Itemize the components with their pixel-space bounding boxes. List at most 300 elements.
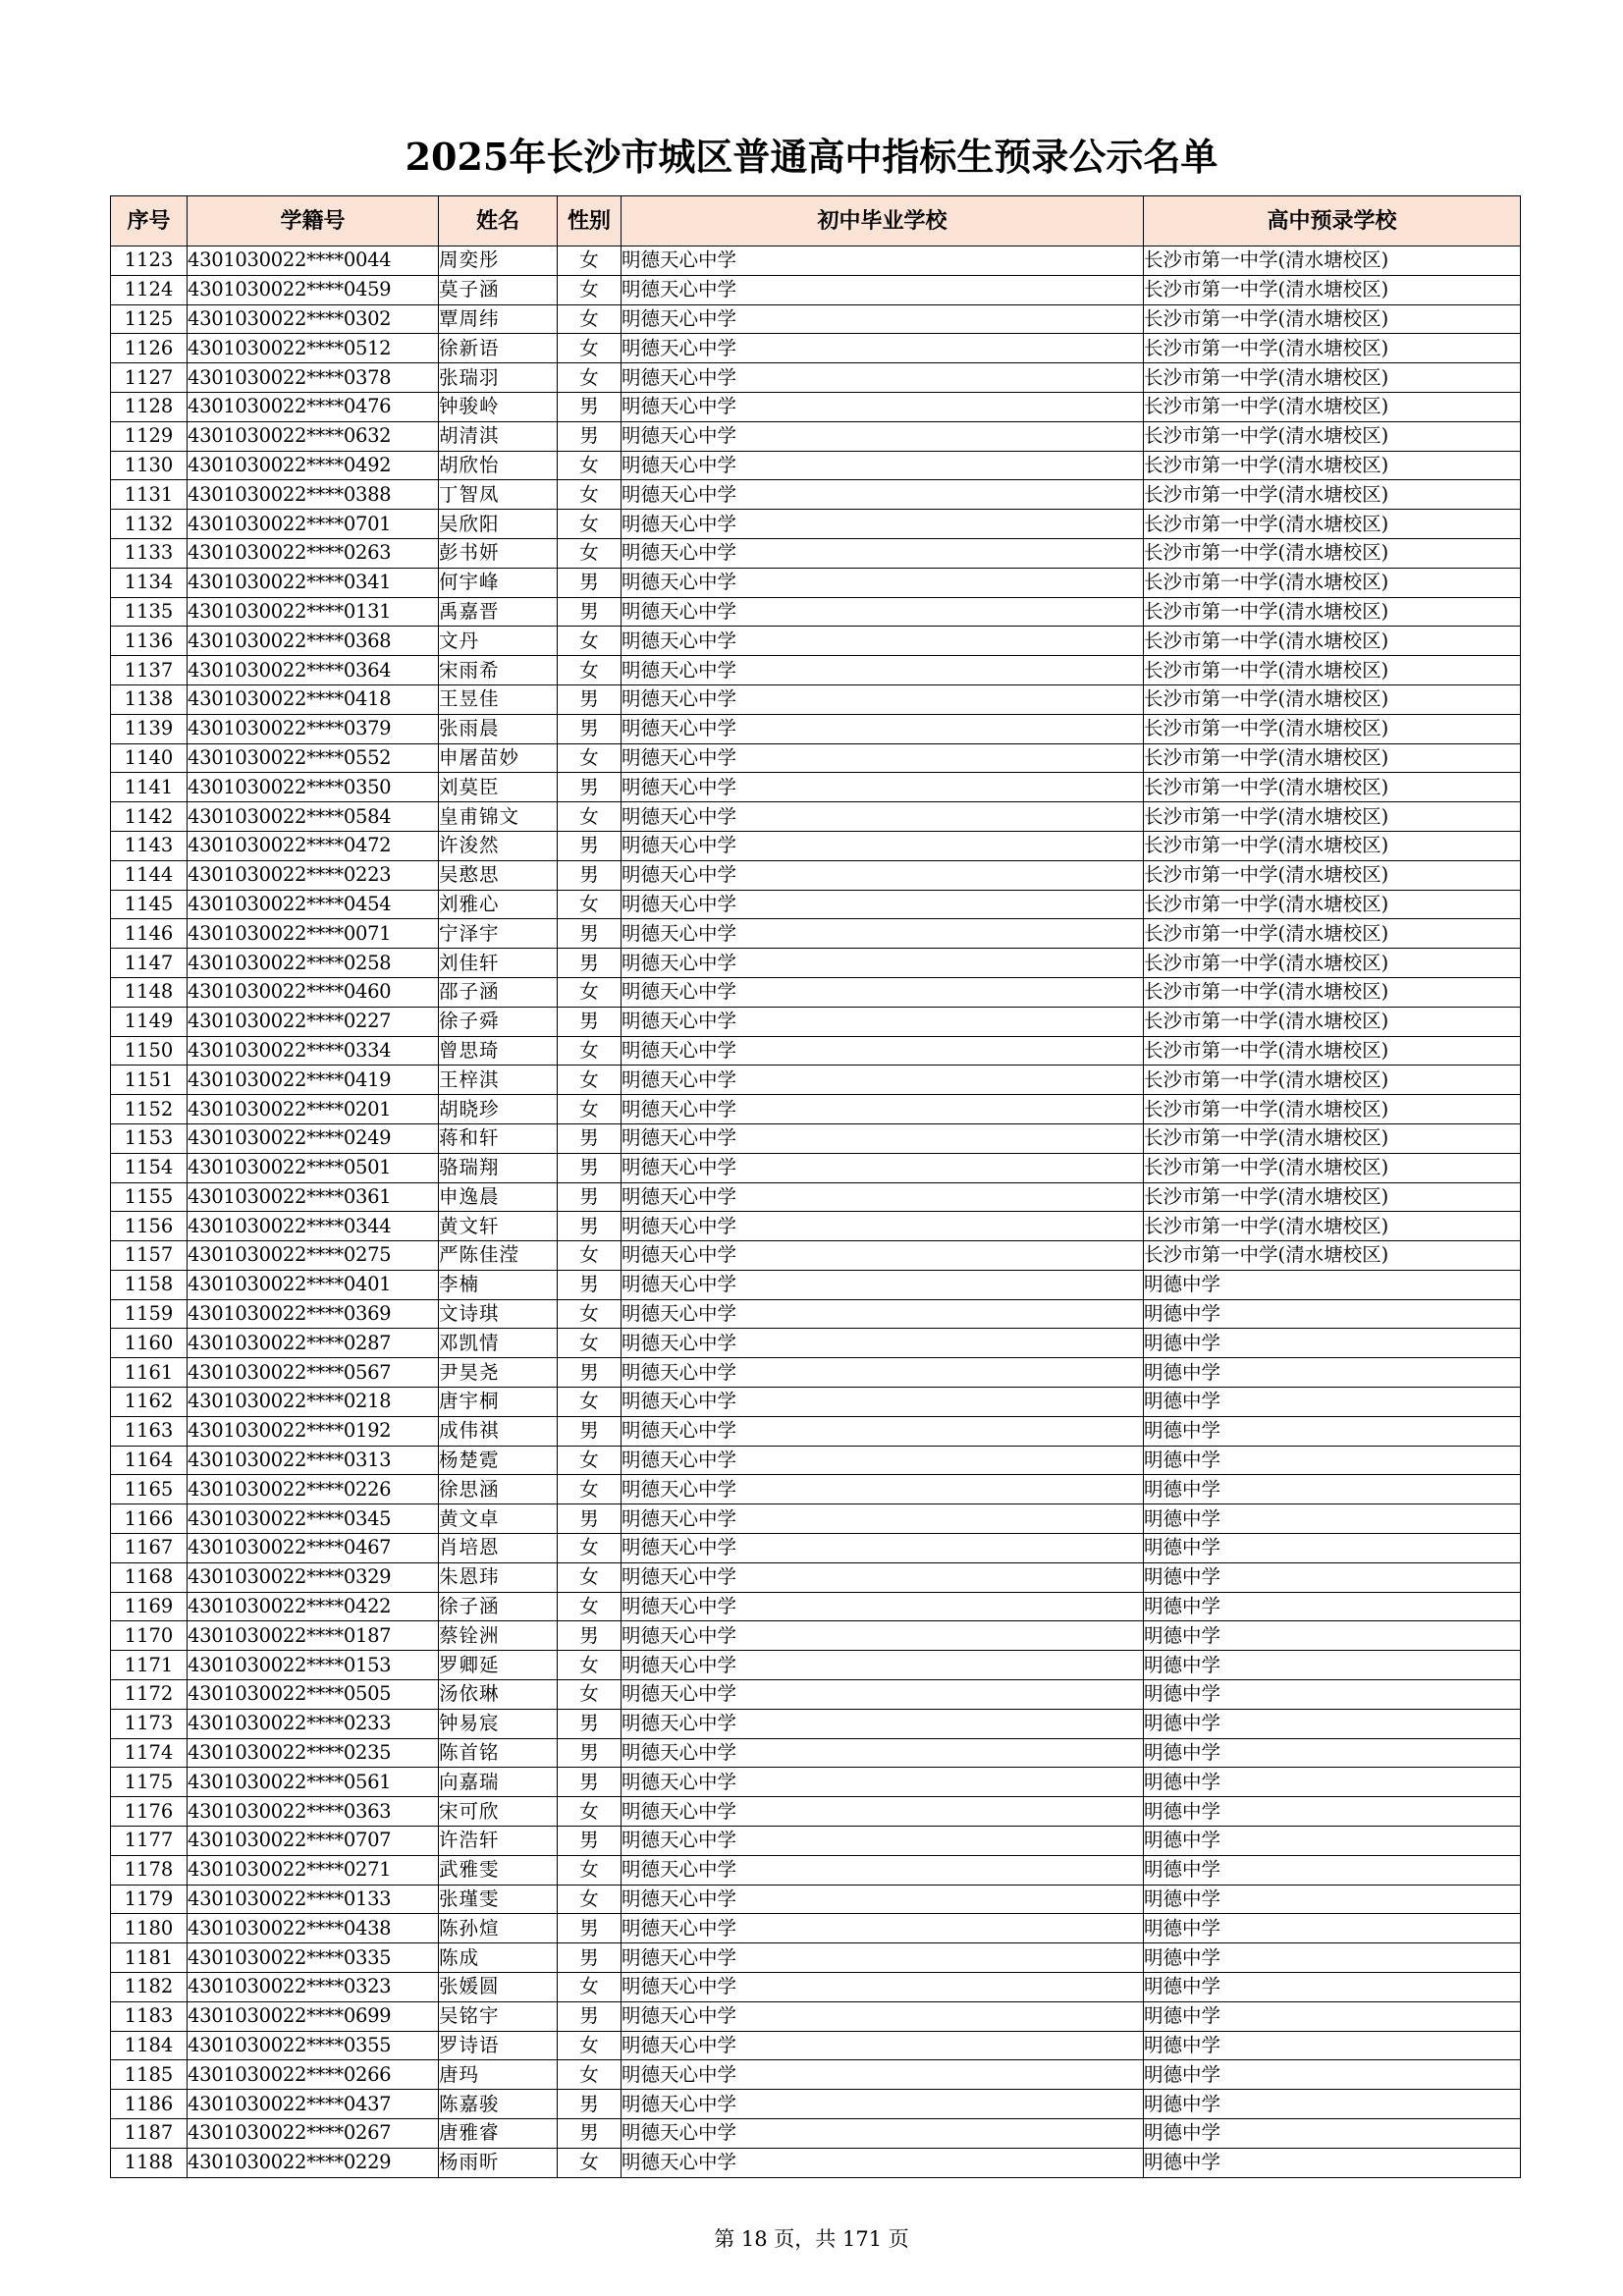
cell-name: 吴铭宇 bbox=[439, 2001, 558, 2031]
cell-student-id: 4301030022****0344 bbox=[188, 1212, 439, 1241]
cell-junior-school: 明德天心中学 bbox=[622, 1885, 1144, 1914]
cell-junior-school: 明德天心中学 bbox=[622, 1827, 1144, 1856]
cell-gender: 男 bbox=[558, 1827, 622, 1856]
table-row bbox=[111, 1475, 1521, 1504]
cell-student-id: 4301030022****0476 bbox=[188, 392, 439, 421]
cell-seq: 1186 bbox=[111, 2090, 188, 2119]
cell-name: 陈首铭 bbox=[439, 1738, 558, 1768]
cell-junior-school: 明德天心中学 bbox=[622, 1241, 1144, 1271]
cell-seq: 1138 bbox=[111, 684, 188, 714]
cell-seq: 1185 bbox=[111, 2060, 188, 2090]
cell-gender: 男 bbox=[558, 1123, 622, 1153]
cell-junior-school: 明德天心中学 bbox=[622, 802, 1144, 832]
cell-seq: 1183 bbox=[111, 2001, 188, 2031]
cell-student-id: 4301030022****0263 bbox=[188, 538, 439, 568]
cell-student-id: 4301030022****0567 bbox=[188, 1358, 439, 1388]
cell-name: 张瑞羽 bbox=[439, 363, 558, 393]
cell-student-id: 4301030022****0201 bbox=[188, 1095, 439, 1124]
cell-senior-school: 长沙市第一中学(清水塘校区) bbox=[1144, 860, 1521, 890]
cell-student-id: 4301030022****0271 bbox=[188, 1855, 439, 1885]
cell-student-id: 4301030022****0341 bbox=[188, 568, 439, 597]
cell-gender: 女 bbox=[558, 1446, 622, 1475]
cell-name: 汤依琳 bbox=[439, 1680, 558, 1710]
cell-senior-school: 长沙市第一中学(清水塘校区) bbox=[1144, 1007, 1521, 1036]
cell-junior-school: 明德天心中学 bbox=[622, 1943, 1144, 1973]
cell-junior-school: 明德天心中学 bbox=[622, 2148, 1144, 2177]
cell-senior-school: 明德中学 bbox=[1144, 1299, 1521, 1329]
cell-name: 张雨晨 bbox=[439, 714, 558, 743]
cell-senior-school: 长沙市第一中学(清水塘校区) bbox=[1144, 568, 1521, 597]
cell-student-id: 4301030022****0388 bbox=[188, 480, 439, 510]
header-gender: 性别 bbox=[558, 196, 622, 246]
cell-junior-school: 明德天心中学 bbox=[622, 1709, 1144, 1738]
cell-junior-school: 明德天心中学 bbox=[622, 392, 1144, 421]
cell-senior-school: 明德中学 bbox=[1144, 2090, 1521, 2119]
cell-gender: 男 bbox=[558, 1738, 622, 1768]
cell-junior-school: 明德天心中学 bbox=[622, 627, 1144, 656]
cell-name: 莫子涵 bbox=[439, 275, 558, 304]
cell-student-id: 4301030022****0323 bbox=[188, 1973, 439, 2002]
cell-name: 徐思涵 bbox=[439, 1475, 558, 1504]
cell-seq: 1173 bbox=[111, 1709, 188, 1738]
cell-name: 李楠 bbox=[439, 1270, 558, 1299]
cell-name: 何宇峰 bbox=[439, 568, 558, 597]
cell-student-id: 4301030022****0267 bbox=[188, 2119, 439, 2149]
cell-senior-school: 长沙市第一中学(清水塘校区) bbox=[1144, 627, 1521, 656]
cell-student-id: 4301030022****0459 bbox=[188, 275, 439, 304]
cell-student-id: 4301030022****0266 bbox=[188, 2060, 439, 2090]
cell-seq: 1146 bbox=[111, 919, 188, 949]
cell-student-id: 4301030022****0218 bbox=[188, 1388, 439, 1417]
cell-name: 邵子涵 bbox=[439, 977, 558, 1007]
table-row bbox=[111, 568, 1521, 597]
cell-seq: 1176 bbox=[111, 1797, 188, 1827]
cell-student-id: 4301030022****0235 bbox=[188, 1738, 439, 1768]
cell-student-id: 4301030022****0379 bbox=[188, 714, 439, 743]
cell-senior-school: 明德中学 bbox=[1144, 1475, 1521, 1504]
cell-gender: 男 bbox=[558, 1943, 622, 1973]
cell-senior-school: 长沙市第一中学(清水塘校区) bbox=[1144, 1182, 1521, 1212]
cell-seq: 1170 bbox=[111, 1621, 188, 1651]
cell-junior-school: 明德天心中学 bbox=[622, 334, 1144, 363]
cell-student-id: 4301030022****0187 bbox=[188, 1621, 439, 1651]
table-row bbox=[111, 1358, 1521, 1388]
cell-senior-school: 长沙市第一中学(清水塘校区) bbox=[1144, 743, 1521, 773]
cell-junior-school: 明德天心中学 bbox=[622, 1855, 1144, 1885]
cell-name: 刘莫臣 bbox=[439, 773, 558, 802]
cell-junior-school: 明德天心中学 bbox=[622, 2060, 1144, 2090]
cell-name: 成伟祺 bbox=[439, 1416, 558, 1446]
cell-name: 申逸晨 bbox=[439, 1182, 558, 1212]
cell-seq: 1126 bbox=[111, 334, 188, 363]
cell-senior-school: 明德中学 bbox=[1144, 1797, 1521, 1827]
cell-student-id: 4301030022****0227 bbox=[188, 1007, 439, 1036]
cell-senior-school: 明德中学 bbox=[1144, 1388, 1521, 1417]
cell-seq: 1155 bbox=[111, 1182, 188, 1212]
cell-gender: 女 bbox=[558, 977, 622, 1007]
cell-gender: 男 bbox=[558, 1416, 622, 1446]
table-row bbox=[111, 1562, 1521, 1592]
cell-senior-school: 长沙市第一中学(清水塘校区) bbox=[1144, 538, 1521, 568]
cell-gender: 女 bbox=[558, 1797, 622, 1827]
cell-seq: 1159 bbox=[111, 1299, 188, 1329]
cell-student-id: 4301030022****0313 bbox=[188, 1446, 439, 1475]
cell-student-id: 4301030022****0368 bbox=[188, 627, 439, 656]
table-row bbox=[111, 1270, 1521, 1299]
table-row bbox=[111, 1738, 1521, 1768]
cell-senior-school: 明德中学 bbox=[1144, 1885, 1521, 1914]
cell-junior-school: 明德天心中学 bbox=[622, 1797, 1144, 1827]
table-row bbox=[111, 919, 1521, 949]
page-footer: 第 18 页，共 171 页 bbox=[714, 2227, 909, 2251]
cell-student-id: 4301030022****0275 bbox=[188, 1241, 439, 1271]
cell-gender: 男 bbox=[558, 949, 622, 978]
cell-seq: 1135 bbox=[111, 597, 188, 627]
cell-junior-school: 明德天心中学 bbox=[622, 2090, 1144, 2119]
cell-name: 唐宇桐 bbox=[439, 1388, 558, 1417]
cell-seq: 1143 bbox=[111, 831, 188, 860]
cell-gender: 女 bbox=[558, 743, 622, 773]
cell-junior-school: 明德天心中学 bbox=[622, 1680, 1144, 1710]
cell-gender: 男 bbox=[558, 1768, 622, 1797]
table-row bbox=[111, 421, 1521, 451]
cell-seq: 1149 bbox=[111, 1007, 188, 1036]
cell-gender: 女 bbox=[558, 2060, 622, 2090]
cell-student-id: 4301030022****0632 bbox=[188, 421, 439, 451]
cell-name: 朱恩玮 bbox=[439, 1562, 558, 1592]
cell-senior-school: 长沙市第一中学(清水塘校区) bbox=[1144, 334, 1521, 363]
cell-seq: 1131 bbox=[111, 480, 188, 510]
cell-student-id: 4301030022****0492 bbox=[188, 451, 439, 480]
cell-name: 宋可欣 bbox=[439, 1797, 558, 1827]
cell-gender: 男 bbox=[558, 1709, 622, 1738]
cell-seq: 1127 bbox=[111, 363, 188, 393]
cell-name: 文丹 bbox=[439, 627, 558, 656]
cell-name: 王梓淇 bbox=[439, 1066, 558, 1095]
cell-junior-school: 明德天心中学 bbox=[622, 1475, 1144, 1504]
header-student-id: 学籍号 bbox=[188, 196, 439, 246]
cell-student-id: 4301030022****0192 bbox=[188, 1416, 439, 1446]
table-row bbox=[111, 627, 1521, 656]
cell-senior-school: 明德中学 bbox=[1144, 2119, 1521, 2149]
cell-gender: 女 bbox=[558, 1299, 622, 1329]
cell-student-id: 4301030022****0350 bbox=[188, 773, 439, 802]
cell-student-id: 4301030022****0361 bbox=[188, 1182, 439, 1212]
cell-name: 许浩轩 bbox=[439, 1827, 558, 1856]
cell-seq: 1175 bbox=[111, 1768, 188, 1797]
cell-name: 黄文轩 bbox=[439, 1212, 558, 1241]
cell-senior-school: 明德中学 bbox=[1144, 1358, 1521, 1388]
cell-gender: 女 bbox=[558, 1388, 622, 1417]
cell-gender: 男 bbox=[558, 1621, 622, 1651]
cell-gender: 男 bbox=[558, 831, 622, 860]
cell-senior-school: 长沙市第一中学(清水塘校区) bbox=[1144, 510, 1521, 539]
cell-senior-school: 长沙市第一中学(清水塘校区) bbox=[1144, 949, 1521, 978]
cell-student-id: 4301030022****0258 bbox=[188, 949, 439, 978]
cell-student-id: 4301030022****0401 bbox=[188, 1270, 439, 1299]
cell-junior-school: 明德天心中学 bbox=[622, 246, 1144, 276]
cell-seq: 1161 bbox=[111, 1358, 188, 1388]
table-row bbox=[111, 977, 1521, 1007]
cell-gender: 男 bbox=[558, 919, 622, 949]
cell-junior-school: 明德天心中学 bbox=[622, 451, 1144, 480]
cell-student-id: 4301030022****0345 bbox=[188, 1504, 439, 1534]
cell-gender: 男 bbox=[558, 1153, 622, 1182]
cell-junior-school: 明德天心中学 bbox=[622, 1388, 1144, 1417]
cell-name: 唐雅睿 bbox=[439, 2119, 558, 2149]
cell-gender: 女 bbox=[558, 1036, 622, 1066]
table-row bbox=[111, 1768, 1521, 1797]
cell-gender: 男 bbox=[558, 1504, 622, 1534]
cell-junior-school: 明德天心中学 bbox=[622, 684, 1144, 714]
cell-senior-school: 明德中学 bbox=[1144, 1680, 1521, 1710]
cell-senior-school: 明德中学 bbox=[1144, 1943, 1521, 1973]
cell-senior-school: 明德中学 bbox=[1144, 1416, 1521, 1446]
cell-name: 吴憨思 bbox=[439, 860, 558, 890]
cell-gender: 女 bbox=[558, 1885, 622, 1914]
cell-student-id: 4301030022****0369 bbox=[188, 1299, 439, 1329]
cell-junior-school: 明德天心中学 bbox=[622, 2031, 1144, 2060]
cell-gender: 女 bbox=[558, 1562, 622, 1592]
cell-name: 周奕彤 bbox=[439, 246, 558, 276]
cell-gender: 女 bbox=[558, 510, 622, 539]
cell-seq: 1144 bbox=[111, 860, 188, 890]
cell-student-id: 4301030022****0233 bbox=[188, 1709, 439, 1738]
cell-junior-school: 明德天心中学 bbox=[622, 1123, 1144, 1153]
cell-seq: 1171 bbox=[111, 1651, 188, 1680]
cell-senior-school: 明德中学 bbox=[1144, 1562, 1521, 1592]
cell-junior-school: 明德天心中学 bbox=[622, 1182, 1144, 1212]
cell-seq: 1180 bbox=[111, 1914, 188, 1943]
cell-name: 黄文卓 bbox=[439, 1504, 558, 1534]
table-row bbox=[111, 2001, 1521, 2031]
cell-junior-school: 明德天心中学 bbox=[622, 831, 1144, 860]
cell-junior-school: 明德天心中学 bbox=[622, 949, 1144, 978]
cell-name: 胡欣怡 bbox=[439, 451, 558, 480]
cell-senior-school: 明德中学 bbox=[1144, 1651, 1521, 1680]
cell-gender: 女 bbox=[558, 890, 622, 919]
cell-student-id: 4301030022****0153 bbox=[188, 1651, 439, 1680]
cell-student-id: 4301030022****0223 bbox=[188, 860, 439, 890]
table-row bbox=[111, 1855, 1521, 1885]
table-row bbox=[111, 246, 1521, 276]
cell-gender: 女 bbox=[558, 656, 622, 685]
cell-name: 皇甫锦文 bbox=[439, 802, 558, 832]
cell-name: 刘佳轩 bbox=[439, 949, 558, 978]
cell-senior-school: 长沙市第一中学(清水塘校区) bbox=[1144, 1241, 1521, 1271]
table-row bbox=[111, 1534, 1521, 1563]
cell-name: 覃周纬 bbox=[439, 304, 558, 334]
cell-senior-school: 明德中学 bbox=[1144, 1827, 1521, 1856]
cell-gender: 女 bbox=[558, 1095, 622, 1124]
cell-name: 吴欣阳 bbox=[439, 510, 558, 539]
table-row bbox=[111, 451, 1521, 480]
table-header-row bbox=[111, 196, 1521, 246]
cell-seq: 1179 bbox=[111, 1885, 188, 1914]
cell-gender: 女 bbox=[558, 1534, 622, 1563]
cell-seq: 1178 bbox=[111, 1855, 188, 1885]
cell-gender: 男 bbox=[558, 597, 622, 627]
cell-gender: 男 bbox=[558, 773, 622, 802]
cell-junior-school: 明德天心中学 bbox=[622, 1299, 1144, 1329]
cell-name: 彭书妍 bbox=[439, 538, 558, 568]
cell-name: 徐子涵 bbox=[439, 1592, 558, 1621]
cell-senior-school: 长沙市第一中学(清水塘校区) bbox=[1144, 714, 1521, 743]
cell-gender: 女 bbox=[558, 334, 622, 363]
cell-name: 蔡铨洲 bbox=[439, 1621, 558, 1651]
table-row bbox=[111, 2148, 1521, 2177]
cell-student-id: 4301030022****0701 bbox=[188, 510, 439, 539]
table-row bbox=[111, 1709, 1521, 1738]
cell-senior-school: 长沙市第一中学(清水塘校区) bbox=[1144, 1036, 1521, 1066]
cell-junior-school: 明德天心中学 bbox=[622, 1153, 1144, 1182]
cell-name: 向嘉瑞 bbox=[439, 1768, 558, 1797]
cell-name: 徐新语 bbox=[439, 334, 558, 363]
table-row bbox=[111, 743, 1521, 773]
cell-junior-school: 明德天心中学 bbox=[622, 656, 1144, 685]
cell-junior-school: 明德天心中学 bbox=[622, 977, 1144, 1007]
document-title: 2025年长沙市城区普通高中指标生预录公示名单 bbox=[405, 135, 1218, 179]
cell-seq: 1142 bbox=[111, 802, 188, 832]
cell-senior-school: 长沙市第一中学(清水塘校区) bbox=[1144, 451, 1521, 480]
cell-student-id: 4301030022****0460 bbox=[188, 977, 439, 1007]
cell-junior-school: 明德天心中学 bbox=[622, 890, 1144, 919]
cell-senior-school: 长沙市第一中学(清水塘校区) bbox=[1144, 304, 1521, 334]
cell-seq: 1172 bbox=[111, 1680, 188, 1710]
cell-gender: 女 bbox=[558, 2148, 622, 2177]
cell-junior-school: 明德天心中学 bbox=[622, 1768, 1144, 1797]
table-row bbox=[111, 392, 1521, 421]
cell-gender: 男 bbox=[558, 1212, 622, 1241]
cell-junior-school: 明德天心中学 bbox=[622, 1651, 1144, 1680]
cell-gender: 男 bbox=[558, 1182, 622, 1212]
cell-seq: 1168 bbox=[111, 1562, 188, 1592]
cell-gender: 女 bbox=[558, 1475, 622, 1504]
cell-junior-school: 明德天心中学 bbox=[622, 538, 1144, 568]
cell-gender: 女 bbox=[558, 1066, 622, 1095]
cell-seq: 1137 bbox=[111, 656, 188, 685]
cell-student-id: 4301030022****0329 bbox=[188, 1562, 439, 1592]
cell-gender: 男 bbox=[558, 714, 622, 743]
cell-senior-school: 明德中学 bbox=[1144, 1855, 1521, 1885]
cell-student-id: 4301030022****0561 bbox=[188, 1768, 439, 1797]
cell-senior-school: 明德中学 bbox=[1144, 1709, 1521, 1738]
cell-seq: 1166 bbox=[111, 1504, 188, 1534]
cell-gender: 女 bbox=[558, 1651, 622, 1680]
table-body bbox=[111, 246, 1521, 2178]
cell-seq: 1139 bbox=[111, 714, 188, 743]
table-row bbox=[111, 1973, 1521, 2002]
cell-name: 骆瑞翔 bbox=[439, 1153, 558, 1182]
cell-student-id: 4301030022****0363 bbox=[188, 1797, 439, 1827]
table-row bbox=[111, 2060, 1521, 2090]
cell-gender: 女 bbox=[558, 1329, 622, 1358]
cell-senior-school: 明德中学 bbox=[1144, 1738, 1521, 1768]
cell-name: 张瑾雯 bbox=[439, 1885, 558, 1914]
table-row bbox=[111, 1504, 1521, 1534]
table-row bbox=[111, 1797, 1521, 1827]
cell-seq: 1136 bbox=[111, 627, 188, 656]
cell-name: 武雅雯 bbox=[439, 1855, 558, 1885]
cell-junior-school: 明德天心中学 bbox=[622, 1446, 1144, 1475]
cell-name: 肖培恩 bbox=[439, 1534, 558, 1563]
cell-seq: 1158 bbox=[111, 1270, 188, 1299]
table-row bbox=[111, 597, 1521, 627]
cell-name: 邓凯情 bbox=[439, 1329, 558, 1358]
cell-senior-school: 长沙市第一中学(清水塘校区) bbox=[1144, 246, 1521, 276]
table-row bbox=[111, 1651, 1521, 1680]
cell-seq: 1163 bbox=[111, 1416, 188, 1446]
cell-gender: 女 bbox=[558, 451, 622, 480]
cell-name: 丁智凤 bbox=[439, 480, 558, 510]
cell-student-id: 4301030022****0226 bbox=[188, 1475, 439, 1504]
cell-name: 申屠苗妙 bbox=[439, 743, 558, 773]
table-row bbox=[111, 2031, 1521, 2060]
cell-senior-school: 长沙市第一中学(清水塘校区) bbox=[1144, 831, 1521, 860]
cell-seq: 1184 bbox=[111, 2031, 188, 2060]
table-row bbox=[111, 1123, 1521, 1153]
cell-student-id: 4301030022****0418 bbox=[188, 684, 439, 714]
cell-seq: 1151 bbox=[111, 1066, 188, 1095]
cell-student-id: 4301030022****0472 bbox=[188, 831, 439, 860]
cell-senior-school: 长沙市第一中学(清水塘校区) bbox=[1144, 275, 1521, 304]
cell-junior-school: 明德天心中学 bbox=[622, 1534, 1144, 1563]
table-row bbox=[111, 334, 1521, 363]
cell-student-id: 4301030022****0438 bbox=[188, 1914, 439, 1943]
cell-senior-school: 长沙市第一中学(清水塘校区) bbox=[1144, 919, 1521, 949]
table-row bbox=[111, 1680, 1521, 1710]
cell-senior-school: 明德中学 bbox=[1144, 2031, 1521, 2060]
cell-student-id: 4301030022****0229 bbox=[188, 2148, 439, 2177]
cell-name: 张媛圆 bbox=[439, 1973, 558, 2002]
cell-name: 徐子舜 bbox=[439, 1007, 558, 1036]
cell-senior-school: 明德中学 bbox=[1144, 1534, 1521, 1563]
cell-junior-school: 明德天心中学 bbox=[622, 1095, 1144, 1124]
cell-student-id: 4301030022****0699 bbox=[188, 2001, 439, 2031]
table-row bbox=[111, 480, 1521, 510]
table-row bbox=[111, 714, 1521, 743]
cell-name: 杨雨昕 bbox=[439, 2148, 558, 2177]
cell-senior-school: 长沙市第一中学(清水塘校区) bbox=[1144, 421, 1521, 451]
cell-seq: 1133 bbox=[111, 538, 188, 568]
cell-seq: 1147 bbox=[111, 949, 188, 978]
cell-senior-school: 明德中学 bbox=[1144, 1914, 1521, 1943]
cell-seq: 1187 bbox=[111, 2119, 188, 2149]
cell-student-id: 4301030022****0287 bbox=[188, 1329, 439, 1358]
table-row bbox=[111, 1036, 1521, 1066]
cell-junior-school: 明德天心中学 bbox=[622, 743, 1144, 773]
table-row bbox=[111, 890, 1521, 919]
table-row bbox=[111, 1592, 1521, 1621]
table-row bbox=[111, 510, 1521, 539]
cell-student-id: 4301030022****0454 bbox=[188, 890, 439, 919]
cell-junior-school: 明德天心中学 bbox=[622, 2001, 1144, 2031]
cell-student-id: 4301030022****0707 bbox=[188, 1827, 439, 1856]
table-row bbox=[111, 1827, 1521, 1856]
cell-gender: 女 bbox=[558, 802, 622, 832]
cell-senior-school: 长沙市第一中学(清水塘校区) bbox=[1144, 1095, 1521, 1124]
table-row bbox=[111, 831, 1521, 860]
cell-senior-school: 长沙市第一中学(清水塘校区) bbox=[1144, 684, 1521, 714]
cell-senior-school: 长沙市第一中学(清水塘校区) bbox=[1144, 597, 1521, 627]
cell-student-id: 4301030022****0584 bbox=[188, 802, 439, 832]
cell-student-id: 4301030022****0437 bbox=[188, 2090, 439, 2119]
table-row bbox=[111, 1182, 1521, 1212]
cell-junior-school: 明德天心中学 bbox=[622, 1592, 1144, 1621]
cell-senior-school: 明德中学 bbox=[1144, 2060, 1521, 2090]
cell-junior-school: 明德天心中学 bbox=[622, 1562, 1144, 1592]
cell-junior-school: 明德天心中学 bbox=[622, 860, 1144, 890]
